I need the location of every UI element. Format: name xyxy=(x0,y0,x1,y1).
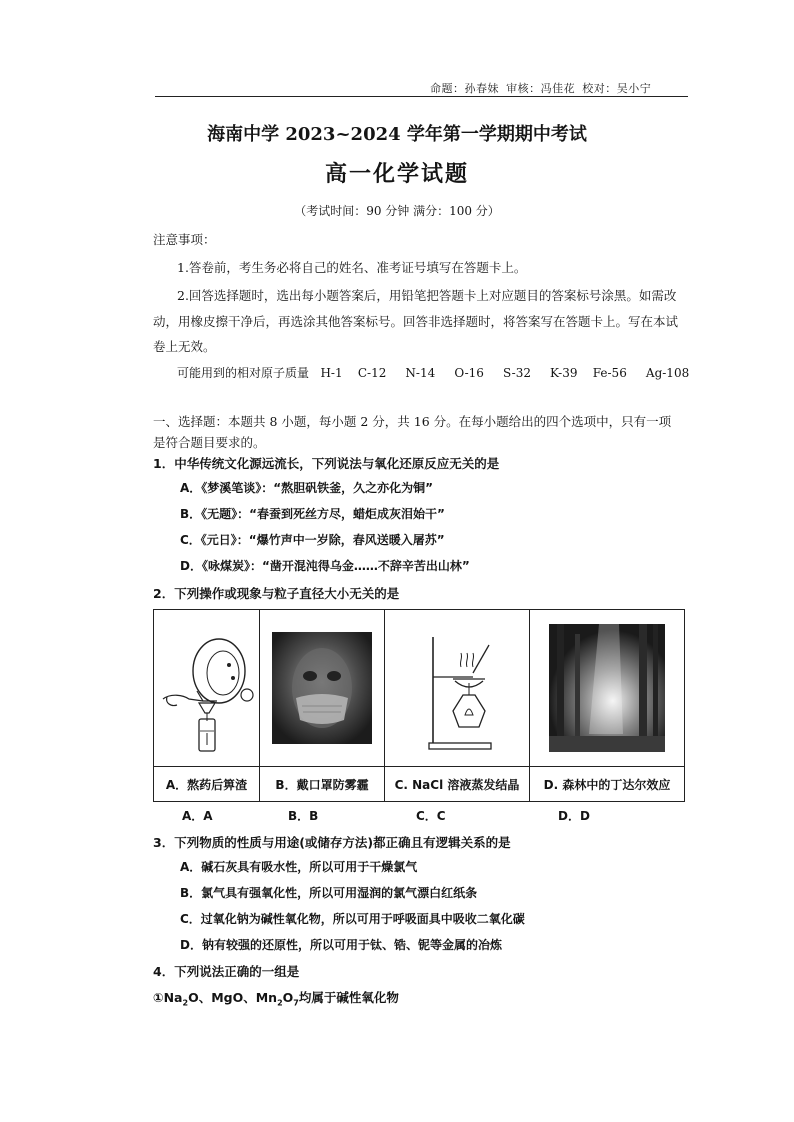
q4-stem: 4．下列说法正确的一组是 xyxy=(153,964,300,979)
q2-answer-b: B．B xyxy=(288,809,319,823)
q2-answer-c: C．C xyxy=(416,809,446,823)
exam-meta: （考试时间：90 分钟 满分：100 分） xyxy=(294,204,500,218)
atomic-masses: 可能用到的相对原子质量 H-1 C-12 N-14 O-16 S-32 K-39 Fe-56 Ag-108 xyxy=(177,366,690,380)
q2-caption-a: A．熬药后箅渣 xyxy=(154,767,260,802)
evaporation-apparatus-icon xyxy=(409,623,505,753)
q4-item-1-text: 均属于碱性氧化物 xyxy=(298,990,399,1005)
q1-stem: 1．中华传统文化源远流长，下列说法与氧化还原反应无关的是 xyxy=(153,456,500,471)
q1-option-b: B．《无题》：“春蚕到死丝方尽，蜡炬成灰泪始干” xyxy=(180,507,445,521)
q1-option-a: A．《梦溪笔谈》：“熬胆矾铁釜，久之亦化为铜” xyxy=(180,481,434,495)
exam-subject-title: 高一化学试题 xyxy=(324,161,469,187)
q1-option-c: C．《元日》：“爆竹声中一岁除，春风送暖入屠苏” xyxy=(180,533,445,547)
q2-cell-b xyxy=(260,610,385,767)
notice-heading: 注意事项： xyxy=(153,232,216,247)
q2-caption-d: D. 森林中的丁达尔效应 xyxy=(530,767,685,802)
q3-stem: 3．下列物质的性质与用途(或储存方法)都正确且有逻辑关系的是 xyxy=(153,835,511,850)
mask-photo-icon xyxy=(272,632,372,744)
q2-stem: 2．下列操作或现象与粒子直径大小无关的是 xyxy=(153,586,400,601)
q2-answer-d: D．D xyxy=(558,809,590,823)
q3-option-a: A．碱石灰具有吸水性，所以可用于干燥氯气 xyxy=(180,860,418,874)
q3-option-c: C．过氧化钠为碱性氧化物，所以可用于呼吸面具中吸收二氧化碳 xyxy=(180,912,525,926)
section1-line2: 是符合题目要求的。 xyxy=(153,435,266,450)
q2-cell-c xyxy=(385,610,530,767)
section1-line1: 一、选择题：本题共 8 小题，每小题 2 分，共 16 分。在每小题给出的四个选项中，只有一项 xyxy=(153,414,672,429)
notice-item-2-line1: 2.回答选择题时，选出每小题答案后，用铅笔把答题卡上对应题目的答案标号涂黑。如需改 xyxy=(177,288,677,303)
q3-option-d: D．钠有较强的还原性，所以可用于钛、锆、铌等金属的冶炼 xyxy=(180,938,502,952)
q4-item-1-mark: ① xyxy=(153,990,164,1005)
notice-item-2-line3: 卷上无效。 xyxy=(153,339,216,354)
forest-photo-icon xyxy=(549,624,665,752)
notice-item-2-line2: 动，用橡皮擦干净后，再选涂其他答案标号。回答非选择题时，将答案写在答题卡上。写在本试 xyxy=(153,314,679,329)
q3-option-b: B．氯气具有强氧化性，所以可用湿润的氯气漂白红纸条 xyxy=(180,886,478,900)
q2-answer-a: A．A xyxy=(182,809,213,823)
notice-item-1: 1.答卷前，考生务必将自己的姓名、准考证号填写在答题卡上。 xyxy=(177,260,527,275)
q2-image-table xyxy=(153,609,685,802)
header-rule xyxy=(155,96,688,97)
header-credit: 命题：孙春妹 审核：冯佳花 校对：吴小宁 xyxy=(430,82,652,95)
q2-cell-d xyxy=(530,610,685,767)
q2-caption-b: B．戴口罩防雾霾 xyxy=(260,767,385,802)
exam-school-title: 海南中学 2023~2024 学年第一学期期中考试 xyxy=(207,124,587,145)
q4-item-1 xyxy=(153,988,399,1008)
filtering-apparatus-icon xyxy=(159,623,255,753)
formula-na2o: $Na_2O$、MgO、$Mn_2O_7$ xyxy=(163,990,299,1008)
q2-caption-c: C. NaCl 溶液蒸发结晶 xyxy=(385,767,530,802)
q1-option-d: D．《咏煤炭》：“凿开混沌得乌金……不辞辛苦出山林” xyxy=(180,559,470,573)
q2-cell-a xyxy=(154,610,260,767)
